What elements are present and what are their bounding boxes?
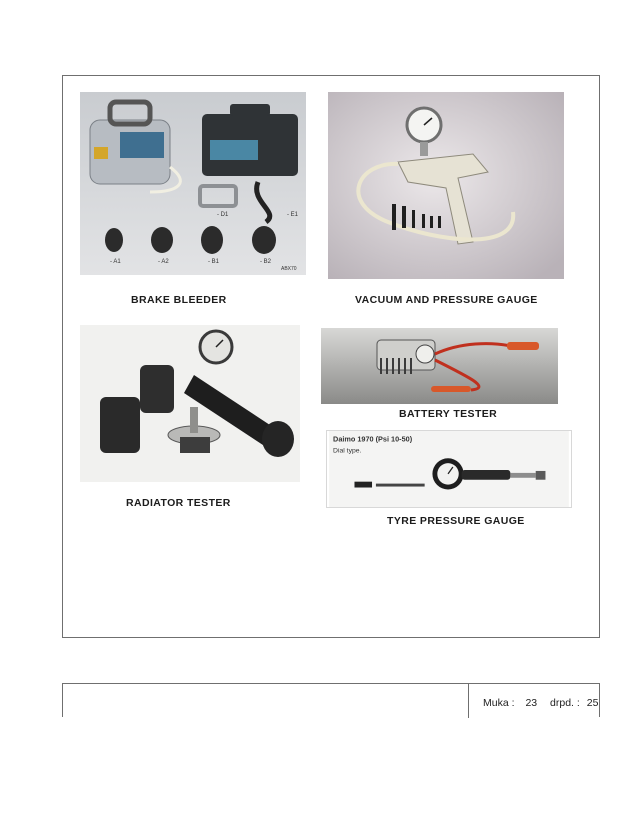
tyre-gauge-model: Daimo 1970 (Psi 10-50) xyxy=(333,434,413,444)
caption-vacuum-gauge: VACUUM AND PRESSURE GAUGE xyxy=(355,294,538,306)
caption-battery-tester: BATTERY TESTER xyxy=(399,408,498,420)
total-label: drpd. : xyxy=(550,697,580,709)
page-number-cell xyxy=(468,684,601,718)
label-d1: - D1 xyxy=(217,212,229,218)
tyre-gauge-type: Dial type. xyxy=(333,447,362,455)
label-b1: - B1 xyxy=(208,259,220,265)
vacuum-gauge-photo xyxy=(328,92,564,279)
label-e1: - E1 xyxy=(287,212,299,218)
vacuum-gauge-illustration xyxy=(328,92,564,279)
tyre-gauge-photo xyxy=(326,430,572,508)
label-abx70: ABX70 xyxy=(281,266,297,272)
label-b2: - B2 xyxy=(260,259,272,265)
caption-radiator-tester: RADIATOR TESTER xyxy=(126,497,231,509)
radiator-tester-illustration xyxy=(80,325,300,482)
page-number: 23 xyxy=(525,697,538,709)
brake-bleeder-illustration xyxy=(80,92,306,275)
label-a1: - A1 xyxy=(110,259,121,265)
label-a2: - A2 xyxy=(158,259,169,265)
page-label: Muka : xyxy=(483,697,515,709)
caption-tyre-gauge: TYRE PRESSURE GAUGE xyxy=(387,515,525,527)
radiator-tester-photo xyxy=(80,325,300,482)
caption-brake-bleeder: BRAKE BLEEDER xyxy=(131,294,227,306)
battery-tester-photo xyxy=(321,328,558,404)
battery-tester-illustration xyxy=(321,328,558,404)
total-pages: 25 xyxy=(586,697,599,709)
tyre-gauge-illustration xyxy=(327,431,571,507)
brake-bleeder-photo xyxy=(80,92,306,275)
page-footer xyxy=(62,683,600,717)
